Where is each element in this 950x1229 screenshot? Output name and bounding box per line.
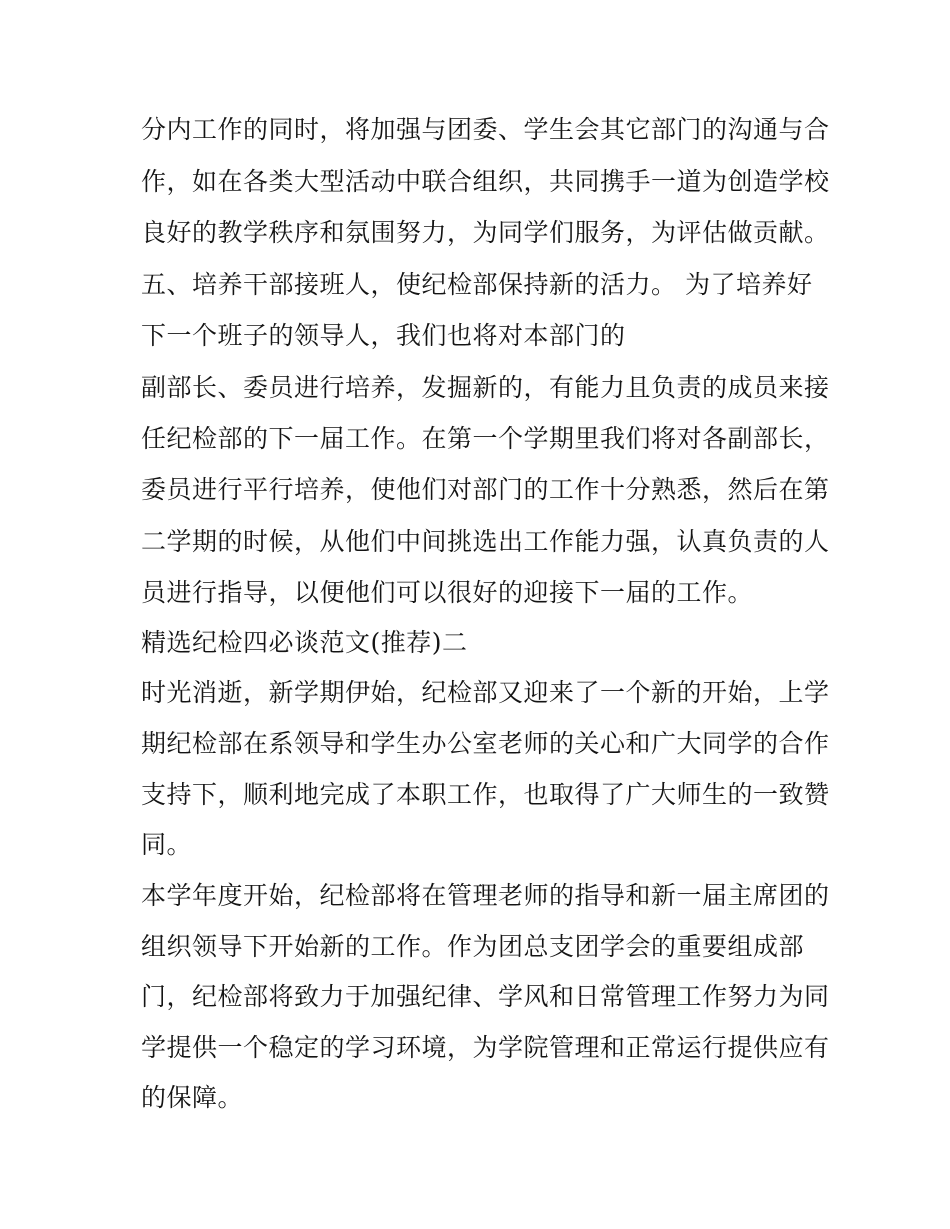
body-text-line: 时光消逝，新学期伊始，纪检部又迎来了一个新的开始，上学 xyxy=(141,678,830,707)
body-text-line: 学提供一个稳定的学习环境，为学院管理和正常运行提供应有 xyxy=(141,1033,830,1062)
article-title: 精选纪检四必谈范文(推荐)二 xyxy=(141,628,468,657)
section-heading-line: 五、培养干部接班人，使纪检部保持新的活力。 为了培养好 xyxy=(141,270,813,299)
body-text-line: 支持下，顺利地完成了本职工作，也取得了广大师生的一致赞 xyxy=(141,780,830,809)
body-text-line: 二学期的时候，从他们中间挑选出工作能力强，认真负责的人 xyxy=(141,527,830,556)
body-text-line: 下一个班子的领导人，我们也将对本部门的 xyxy=(141,321,626,350)
body-text-line: 分内工作的同时，将加强与团委、学生会其它部门的沟通与合 xyxy=(141,115,830,144)
body-text-line: 员进行指导，以便他们可以很好的迎接下一届的工作。 xyxy=(141,578,754,607)
body-text-line: 门，纪检部将致力于加强纪律、学风和日常管理工作努力为同 xyxy=(141,982,830,1011)
body-text-line: 期纪检部在系领导和学生办公室老师的关心和广大同学的合作 xyxy=(141,729,830,758)
body-text-line: 的保障。 xyxy=(141,1083,244,1112)
body-text-line: 本学年度开始，纪检部将在管理老师的指导和新一届主席团的 xyxy=(141,881,830,910)
body-text-line: 委员进行平行培养，使他们对部门的工作十分熟悉，然后在第 xyxy=(141,475,830,504)
body-text-line: 良好的教学秩序和氛围努力，为同学们服务，为评估做贡献。 xyxy=(141,218,830,247)
body-text-line: 副部长、委员进行培养，发掘新的，有能力且负责的成员来接 xyxy=(141,373,830,402)
body-text-line: 任纪检部的下一届工作。在第一个学期里我们将对各副部长， xyxy=(141,424,830,453)
body-text-line: 同。 xyxy=(141,830,193,859)
body-text-line: 组织领导下开始新的工作。作为团总支团学会的重要组成部 xyxy=(141,932,805,961)
body-text-line: 作，如在各类大型活动中联合组织，共同携手一道为创造学校 xyxy=(141,167,830,196)
